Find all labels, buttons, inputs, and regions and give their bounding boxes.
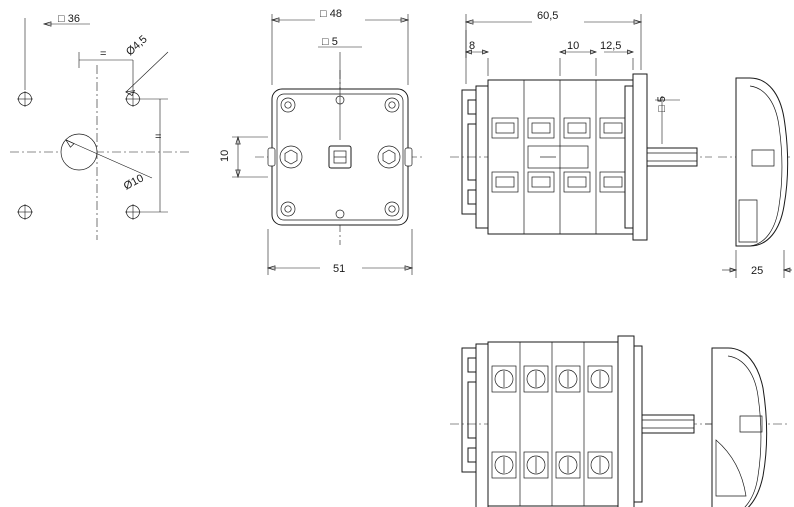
bottom-section-view xyxy=(450,336,712,507)
dim-side-depth: 25 xyxy=(751,265,764,277)
dim-front-shaft-square: □ 5 xyxy=(322,36,338,48)
dim-cutout-equal-top: = xyxy=(100,48,107,60)
dim-depth-a: 8 xyxy=(469,40,476,52)
dim-depth-b: 10 xyxy=(567,40,580,52)
side-section-view xyxy=(450,10,712,240)
dim-front-width: 51 xyxy=(333,263,346,275)
dim-cutout-hole-center: Ø10 xyxy=(121,172,146,193)
dim-front-hole-spacing: 10 xyxy=(219,149,231,162)
bottom-right-view xyxy=(705,348,790,507)
dim-shaft-square: □ 5 xyxy=(656,96,668,112)
panel-cutout-view xyxy=(10,13,190,240)
dim-cutout-square: □ 36 xyxy=(58,13,80,25)
dim-front-square: □ 48 xyxy=(320,8,342,20)
dim-depth-total: 60,5 xyxy=(537,10,559,22)
right-side-view xyxy=(718,78,792,278)
dim-depth-c: 12,5 xyxy=(600,40,622,52)
dim-cutout-equal-right: = xyxy=(155,131,162,143)
dim-cutout-hole-large: Ø4,5 xyxy=(123,33,150,59)
front-view xyxy=(219,8,425,275)
